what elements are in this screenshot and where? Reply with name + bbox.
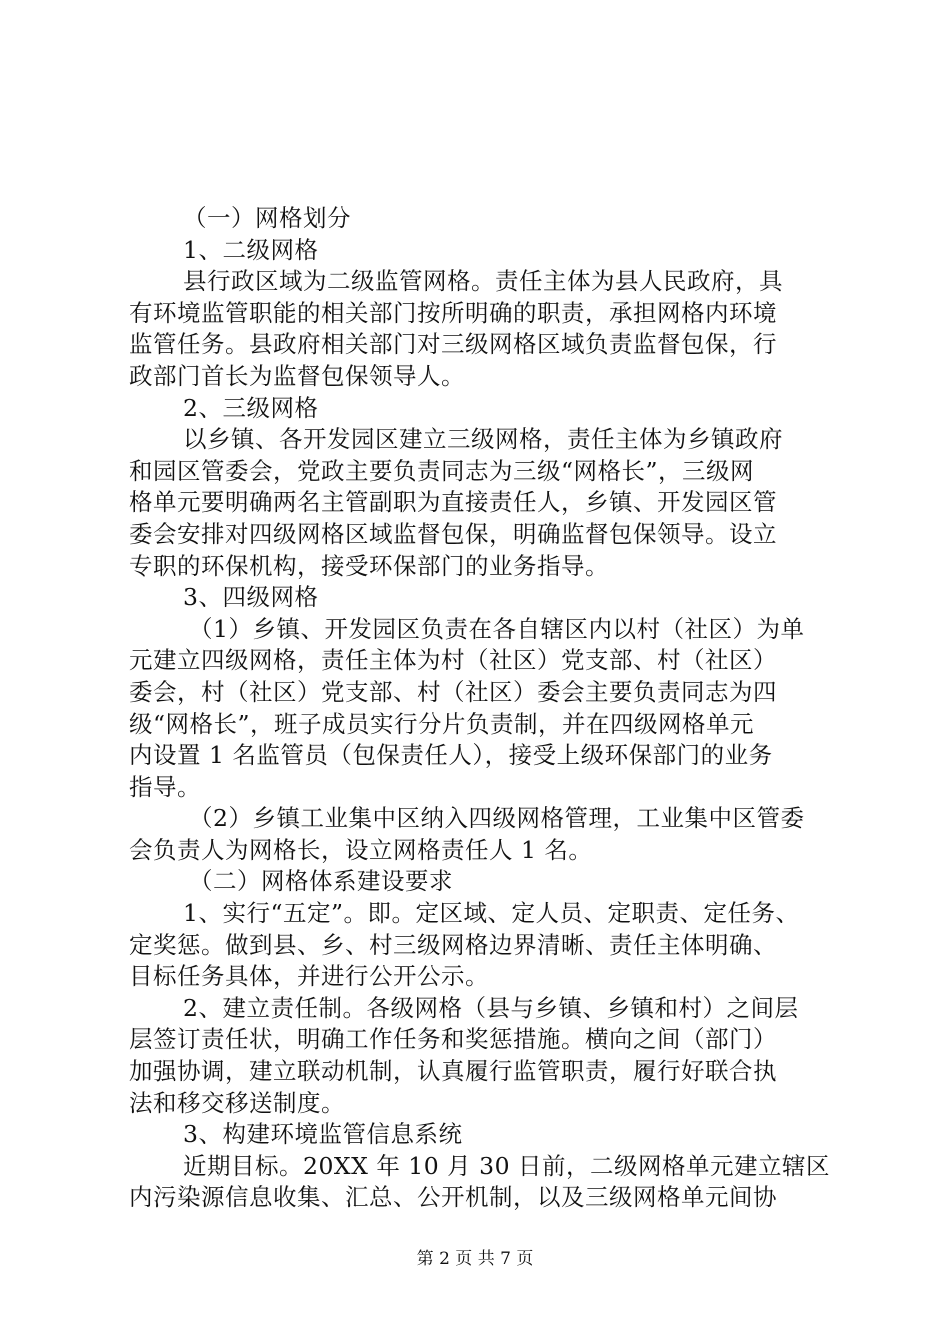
page-number-footer: 第 2 页 共 7 页: [416, 1249, 534, 1269]
subheading-level-4-grid: 3、四级网格: [183, 583, 319, 612]
section-heading-grid-division: （一）网格划分: [183, 204, 351, 232]
paragraph-line: 会负责人为网格长，设立网格责任人 1 名。: [129, 835, 593, 864]
paragraph-line: 监管任务。县政府相关部门对三级网格区域负责监督包保，行: [129, 330, 777, 359]
paragraph-line: （2）乡镇工业集中区纳入四级网格管理，工业集中区管委: [189, 804, 805, 833]
subheading-level-3-grid: 2、三级网格: [183, 393, 319, 422]
paragraph-line: 层签订责任状，明确工作任务和奖惩措施。横向之间（部门）: [129, 1025, 777, 1054]
subheading-monitoring-info-system: 3、构建环境监管信息系统: [183, 1120, 463, 1149]
paragraph-line: 法和移交移送制度。: [129, 1088, 345, 1117]
paragraph-line: 县行政区域为二级监管网格。责任主体为县人民政府，具: [183, 267, 783, 296]
paragraph-line: 定奖惩。做到县、乡、村三级网格边界清晰、责任主体明确、: [129, 930, 777, 959]
paragraph-line: 2、建立责任制。各级网格（县与乡镇、乡镇和村）之间层: [183, 993, 799, 1022]
paragraph-line: 内污染源信息收集、汇总、公开机制，以及三级网格单元间协: [129, 1183, 777, 1212]
paragraph-line: （1）乡镇、开发园区负责在各自辖区内以村（社区）为单: [189, 614, 805, 643]
paragraph-line: 1、实行“五定”。即。定区域、定人员、定职责、定任务、: [183, 899, 800, 928]
paragraph-line: 目标任务具体，并进行公开公示。: [129, 962, 489, 991]
document-body: [129, 203, 831, 1214]
paragraph-line: 元建立四级网格，责任主体为村（社区）党支部、村（社区）: [129, 646, 777, 675]
paragraph-line: 指导。: [129, 772, 201, 801]
paragraph-line: 委会安排对四级网格区域监督包保，明确监督包保领导。设立: [129, 519, 777, 548]
paragraph-line: 级“网格长”，班子成员实行分片负责制，并在四级网格单元: [129, 709, 755, 738]
paragraph-line: 以乡镇、各开发园区建立三级网格，责任主体为乡镇政府: [183, 425, 783, 454]
paragraph-line: 专职的环保机构，接受环保部门的业务指导。: [129, 551, 609, 580]
paragraph-line: 委会，村（社区）党支部、村（社区）委会主要负责同志为四: [129, 677, 777, 706]
paragraph-line: 近期目标。20XX 年 10 月 30 日前，二级网格单元建立辖区: [183, 1151, 831, 1180]
paragraph-line: 格单元要明确两名主管副职为直接责任人，乡镇、开发园区管: [129, 488, 777, 517]
paragraph-line: 有环境监管职能的相关部门按所明确的职责，承担网格内环境: [129, 298, 777, 327]
paragraph-line: 和园区管委会，党政主要负责同志为三级“网格长”，三级网: [129, 456, 755, 485]
section-heading-grid-system-requirements: （二）网格体系建设要求: [189, 867, 453, 896]
subheading-level-2-grid: 1、二级网格: [183, 235, 319, 264]
paragraph-line: 政部门首长为监督包保领导人。: [129, 361, 465, 390]
paragraph-line: 内设置 1 名监管员（包保责任人），接受上级环保部门的业务: [129, 741, 773, 770]
paragraph-line: 加强协调，建立联动机制，认真履行监管职责，履行好联合执: [129, 1057, 777, 1086]
